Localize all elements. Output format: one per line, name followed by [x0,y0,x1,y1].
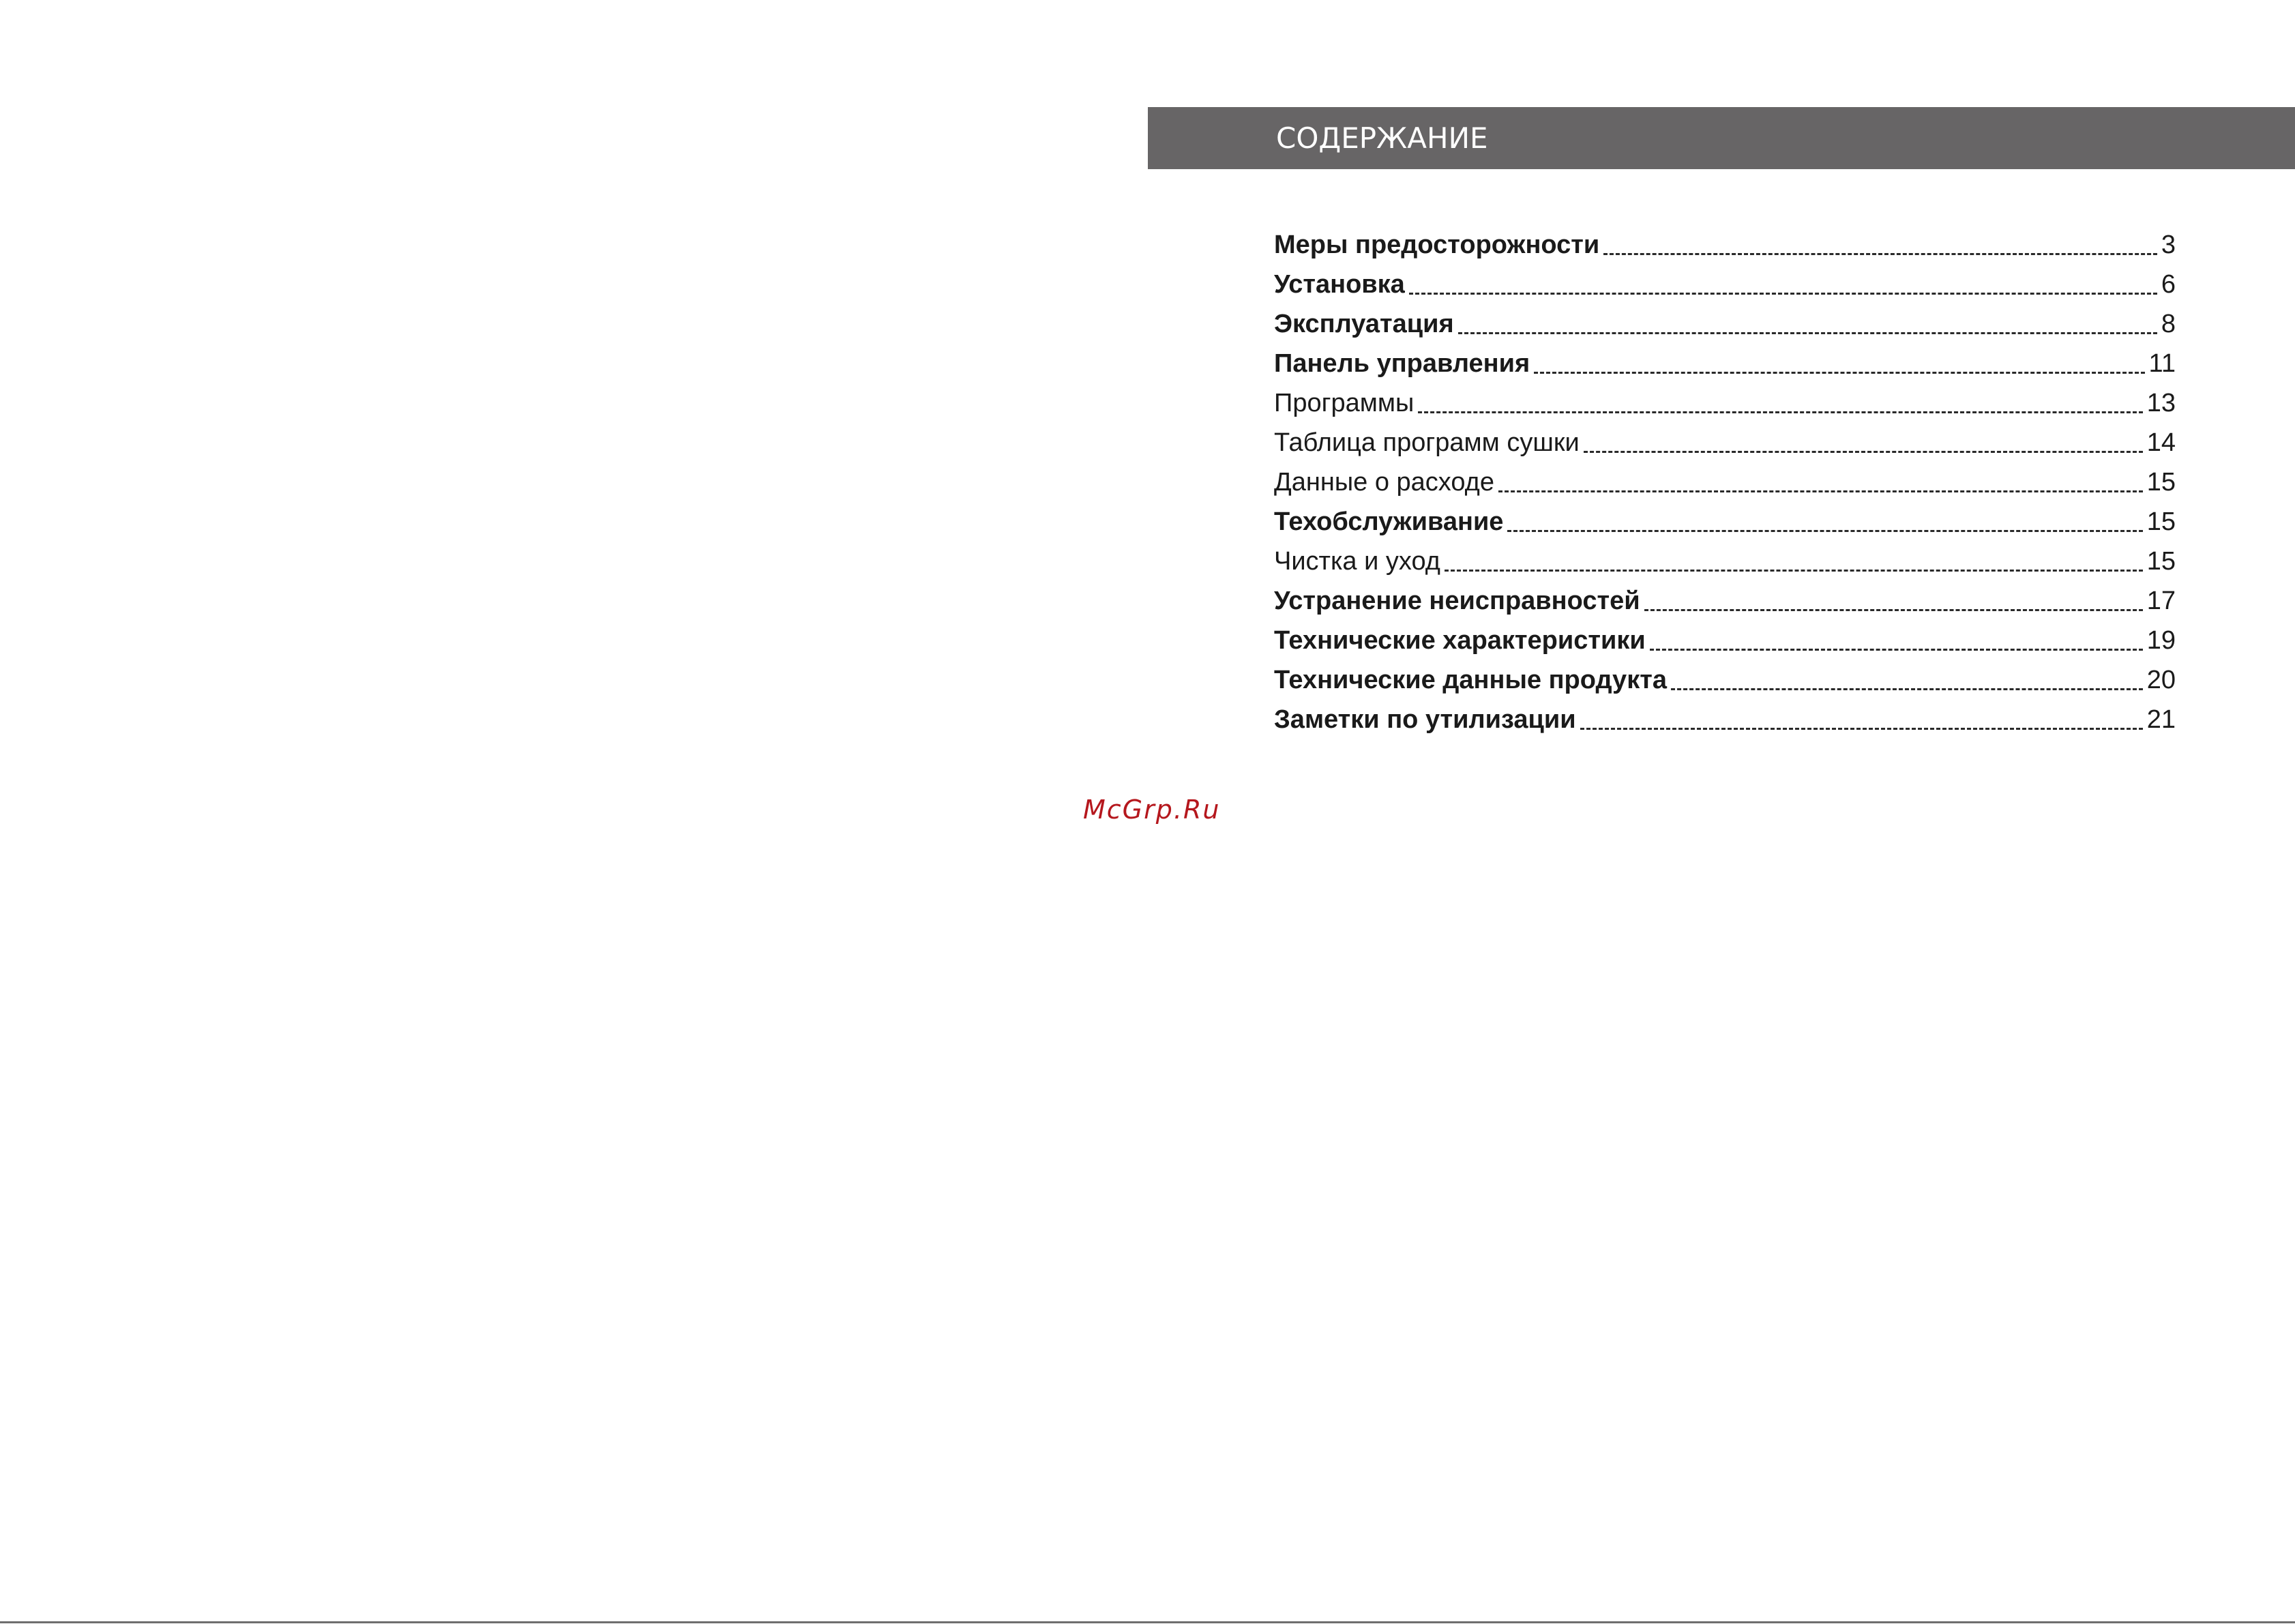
toc-entry-page: 21 [2146,705,2176,734]
toc-leader [1418,411,2142,413]
toc-leader [1409,293,2157,295]
toc-entry-label: Устранение неисправностей [1274,587,1640,615]
toc-entry-page: 15 [2146,507,2176,536]
page-bottom-divider [0,1621,2295,1623]
toc-entry-page: 14 [2146,428,2176,457]
toc-entry-label: Программы [1274,389,1415,417]
toc-leader [1498,490,2143,492]
toc-entry[interactable] [1274,225,2176,265]
toc-entry-page: 15 [2146,547,2176,576]
toc-entry-label: Эксплуатация [1274,310,1454,338]
toc-entry-label: Чистка и уход [1274,547,1440,576]
toc-entry[interactable] [1274,660,2176,700]
toc-entry[interactable] [1274,423,2176,462]
toc-entry-label: Панель управления [1274,349,1530,378]
toc-leader [1603,253,2157,255]
toc-entry-page: 11 [2148,349,2176,378]
toc-entry-page: 19 [2146,626,2176,655]
toc-entry[interactable] [1274,265,2176,304]
toc-entry[interactable] [1274,502,2176,542]
toc-entry-label: Данные о расходе [1274,468,1494,497]
toc-leader [1650,649,2143,651]
toc-entry-page: 6 [2161,270,2176,299]
toc-leader [1671,688,2143,690]
toc-entry[interactable] [1274,304,2176,344]
table-of-contents [1274,225,2176,739]
toc-entry[interactable] [1274,462,2176,502]
toc-entry[interactable] [1274,542,2176,581]
toc-entry-page: 3 [2161,231,2176,259]
toc-leader [1580,728,2143,730]
toc-entry-label: Технические данные продукта [1274,666,1667,694]
toc-entry-page: 20 [2146,666,2176,694]
toc-leader [1584,451,2143,453]
toc-leader [1445,570,2143,572]
toc-entry-label: Заметки по утилизации [1274,705,1576,734]
toc-entry-label: Техобслуживание [1274,507,1504,536]
page-title: СОДЕРЖАНИЕ [1276,121,1488,155]
toc-entry-label: Меры предосторожности [1274,231,1600,259]
toc-entry-label: Таблица программ сушки [1274,428,1580,457]
section-header-bar [1148,107,2295,169]
toc-entry-page: 15 [2146,468,2176,497]
toc-leader [1644,609,2143,611]
toc-entry-page: 8 [2161,310,2176,338]
toc-entry[interactable] [1274,581,2176,621]
toc-entry[interactable] [1274,621,2176,660]
toc-entry-page: 17 [2146,587,2176,615]
toc-entry[interactable] [1274,344,2176,383]
toc-leader [1534,372,2144,374]
toc-entry[interactable] [1274,383,2176,423]
toc-entry-label: Технические характеристики [1274,626,1646,655]
toc-leader [1507,530,2142,532]
toc-entry-page: 13 [2146,389,2176,417]
watermark-link[interactable]: McGrp.Ru [1083,795,1221,825]
toc-entry[interactable] [1274,700,2176,739]
toc-entry-label: Установка [1274,270,1405,299]
toc-leader [1458,332,2157,334]
